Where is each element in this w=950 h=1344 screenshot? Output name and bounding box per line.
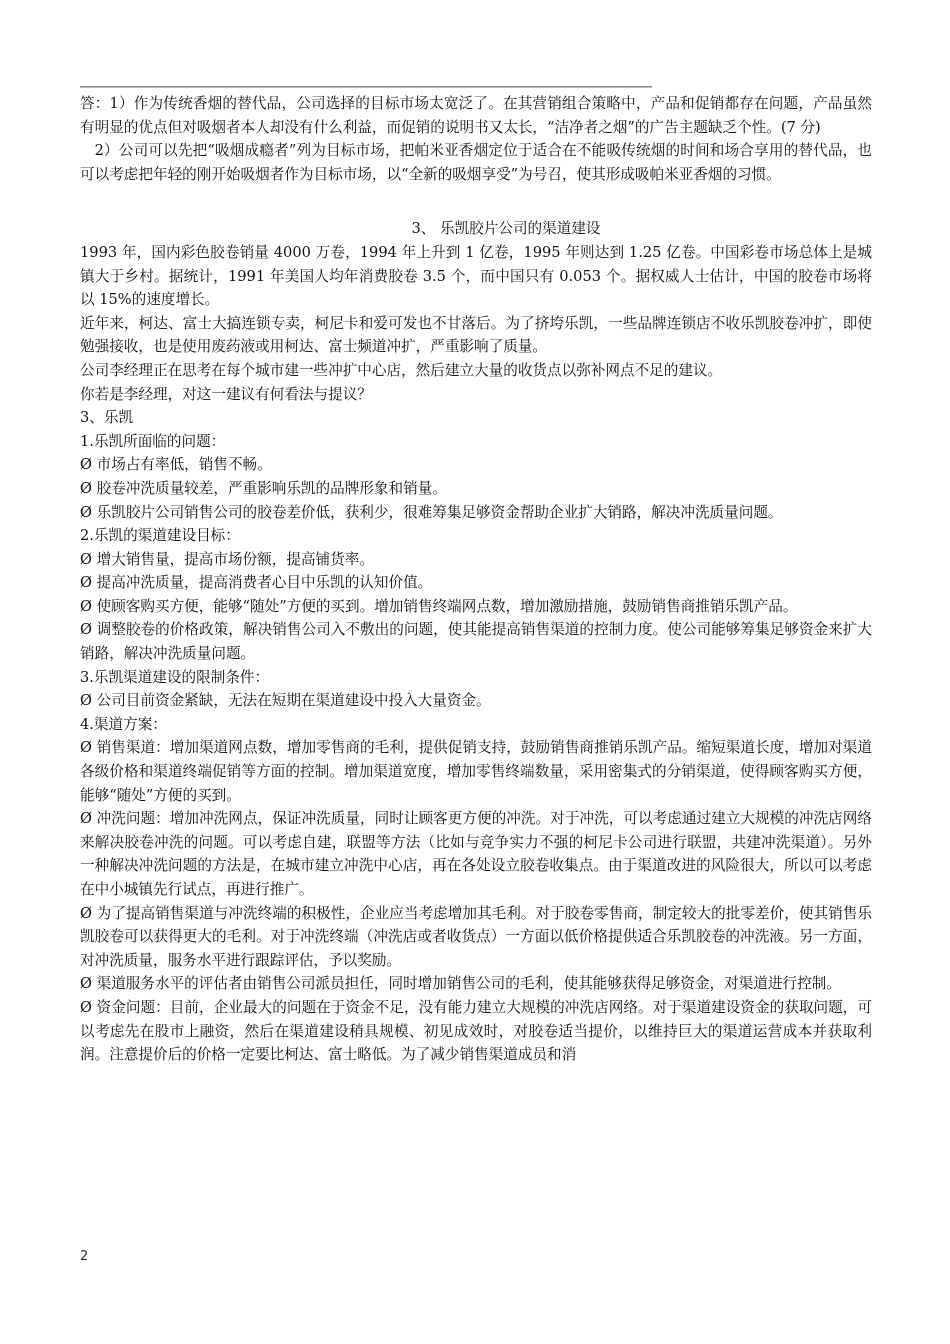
- case-paragraph-2: 近年来，柯达、富士大搞连锁专卖，柯尼卡和爱可发也不甘落后。为了挤垮乐凯，一些品牌连锁店不收乐凯胶卷冲扩，即使勉强接收，也是使用废药液或用柯达、富士频道冲扩，严重影响了质量。: [80, 314, 872, 356]
- answer-paragraph-1: 答：1）作为传统香烟的替代品，公司选择的目标市场太宽泛了。在其营销组合策略中，产品和促销都存在问题，产品虽然有明显的优点但对吸烟者本人却没有什么利益，而促销的说明书又太长，“洁净者之烟”的广告主题缺乏个性。(7 分): [80, 95, 872, 136]
- list-item: Ø 调整胶卷的价格政策，解决销售公司入不敷出的问题，使其能提高销售渠道的控制力度。使公司能够筹集足够资金来扩大销路，解决冲洗质量问题。: [80, 621, 872, 663]
- list-item: Ø 为了提高销售渠道与冲洗终端的积极性，企业应当考虑增加其毛利。对于胶卷零售商，制定较大的批零差价，使其销售乐凯胶卷可以获得更大的毛利。对于冲洗终端（冲洗店或者收货点）一方面以低价格提供适合乐凯胶卷的冲洗液。另一方面，对冲洗质量，服务水平进行跟踪评估，予以奖励。: [80, 904, 872, 969]
- case-question: 你若是李经理，对这一建议有何看法与提议？: [80, 385, 372, 403]
- section-gap: [80, 186, 872, 217]
- list-item: Ø 资金问题：目前，企业最大的问题在于资金不足，没有能力建立大规模的冲洗店网络。对于渠道建设资金的获取问题，可以考虑先在股市上融资，然后在渠道建设稍具规模、初见成效时，对胶卷适当提价，以维持巨大的渠道运营成本并获取利润。注意提价后的价格一定要比柯达、富士略低。为了减少销售渠道成员和消: [80, 998, 872, 1064]
- list-item: Ø 市场占有率低，销售不畅。: [80, 456, 272, 474]
- header-rule: [80, 86, 652, 88]
- section-1-title: 1.乐凯所面临的问题：: [80, 432, 226, 450]
- list-item: Ø 提高冲洗质量，提高消费者心目中乐凯的认知价值。: [80, 574, 433, 592]
- list-item: Ø 胶卷冲洗质量较差，严重影响乐凯的品牌形象和销量。: [80, 479, 447, 497]
- document-body: [80, 92, 872, 1067]
- section-3-title: 3.乐凯渠道建设的限制条件：: [80, 668, 270, 686]
- answer-paragraph-2: 2）公司可以先把“吸烟成瘾者”列为目标市场，把帕米亚香烟定位于适合在不能吸传统烟的时间和场合享用的替代品，也可以考虑把年轻的刚开始吸烟者作为目标市场，以“全新的吸烟享受”为号召，使其形成吸帕米亚香烟的习惯。: [80, 142, 872, 183]
- list-item: Ø 使顾客购买方便，能够“随处”方便的买到。增加销售终端网点数，增加激励措施，鼓励销售商推销乐凯产品。: [80, 597, 798, 615]
- case-paragraph-3: 公司李经理正在思考在每个城市建一些冲扩中心店，然后建立大量的收货点以弥补网点不足的建议。: [80, 361, 723, 379]
- page-number: 2: [80, 1249, 89, 1264]
- list-item: Ø 公司目前资金紧缺，无法在短期在渠道建设中投入大量资金。: [80, 692, 491, 710]
- case-paragraph-1: 1993 年，国内彩色胶卷销量 4000 万卷，1994 年上升到 1 亿卷，1995 年则达到 1.25 亿卷。中国彩卷市场总体上是城镇大于乡村。据统计，1991 年美国人均年消费胶卷 3.5 个，而中国只有 0.053 个。据权威人士估计，中国的胶卷市场将以 15%的速度增长。: [80, 243, 872, 309]
- list-item: Ø 冲洗问题：增加冲洗网点，保证冲洗质量，同时让顾客更方便的冲洗。对于冲洗，可以考虑通过建立大规模的冲洗店网络来解决胶卷冲洗的问题。可以考虑自建，联盟等方法（比如与竞争实力不强的柯尼卡公司进行联盟，共建冲洗渠道）。另外一种解决冲洗问题的方法是，在城市建立冲洗中心店，再在各处设立胶卷收集点。由于渠道改进的风险很大，所以可以考虑在中小城镇先行试点，再进行推广。: [80, 810, 872, 898]
- list-item: Ø 乐凯胶片公司销售公司的胶卷差价低，获利少，很难筹集足够资金帮助企业扩大销路，解决冲洗质量问题。: [80, 503, 783, 521]
- section-4-title: 4.渠道方案：: [80, 715, 167, 733]
- case-heading: 3、 乐凯胶片公司的渠道建设: [411, 220, 601, 238]
- list-item: Ø 增大销售量，提高市场份额，提高铺货率。: [80, 550, 374, 568]
- solution-title: 3、乐凯: [80, 409, 134, 427]
- list-item: Ø 销售渠道：增加渠道网点数，增加零售商的毛利，提供促销支持，鼓励销售商推销乐凯产品。缩短渠道长度，增加对渠道各级价格和渠道终端促销等方面的控制。增加渠道宽度，增加零售终端数量，采用密集式的分销渠道，使得顾客购买方便，能够“随处”方便的买到。: [80, 739, 872, 804]
- section-2-title: 2.乐凯的渠道建设目标：: [80, 527, 240, 545]
- list-item: Ø 渠道服务水平的评估者由销售公司派员担任，同时增加销售公司的毛利，使其能够获得足够资金，对渠道进行控制。: [80, 975, 841, 993]
